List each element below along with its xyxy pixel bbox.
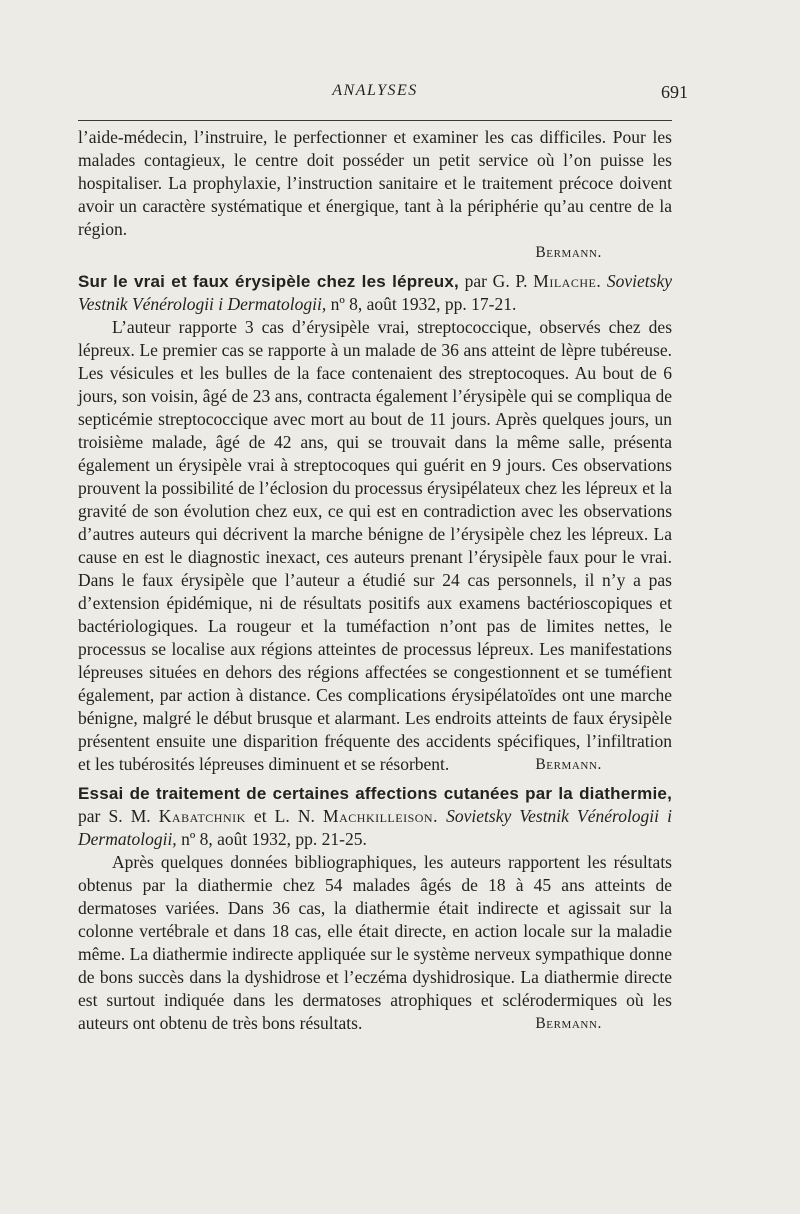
article-body bbox=[78, 851, 672, 1035]
signature: Bermann. bbox=[535, 244, 602, 261]
article-2 bbox=[78, 782, 672, 1035]
reference-connector: et L. N. bbox=[253, 806, 315, 826]
article-1 bbox=[78, 270, 672, 776]
header-rule bbox=[78, 120, 672, 121]
continued-text: l’aide-médecin, l’instruire, le perfectionner et examiner les cas difficiles. Pour les malades contagieux, le centre doit posséder un petit service où l’on puisse les hospitaliser. La prophylaxie, l’instruction sanitaire et le traitement précoce doivent avoir un caractère systématique et énergique, tant à la périphérie qu’au centre de la région. bbox=[78, 127, 672, 239]
signature: Bermann. bbox=[535, 756, 602, 773]
signature: Bermann. bbox=[535, 1015, 602, 1032]
reference-author: Kabatchnik bbox=[158, 806, 246, 826]
article-reference bbox=[78, 782, 672, 851]
article-title: Sur le vrai et faux érysipèle chez les lépreux, bbox=[78, 272, 459, 291]
page-number: 691 bbox=[661, 82, 688, 102]
running-head bbox=[78, 82, 688, 110]
continued-paragraph bbox=[78, 126, 672, 241]
reference-author-2: Machkilleison. bbox=[323, 806, 438, 826]
reference-by: par S. M. bbox=[78, 806, 151, 826]
article-body-text: Après quelques données bibliographiques, les auteurs rapportent les résultats obtenus par la diathermie chez 54 malades âgés de 18 à 45 ans atteints de dermatoses variées. Dans 36 cas, la diathermie était indirecte et agissait sur la colonne vertébrale et dans 18 cas, elle était directe, en action locale sur la maladie même. La diathermie indirecte appliquée sur le système nerveux sympathique donne de bons succès dans la dyshidrose et l’eczéma dyshidrosique. La diathermie directe est surtout indiquée dans les dermatoses atrophiques et sclérodermiques où les auteurs ont obtenu de très bons résultats. bbox=[78, 852, 672, 1033]
reference-details: nº 8, août 1932, pp. 17-21. bbox=[330, 294, 517, 314]
article-body-text: L’auteur rapporte 3 cas d’érysipèle vrai, streptococcique, observés chez des lépreux. Le premier cas se rapporte à un malade de 36 ans atteint de lèpre tubéreuse. Les vésicules et les bulles de la face contenaient des streptocoques. Au bout de 6 jours, son voisin, âgé de 23 ans, contracta également l’érysipèle qui se compliqua de septicémie streptococcique avec mort au bout de 11 jours. Après quelques jours, un troisième malade, âgé de 42 ans, qui se trouvait dans la même salle, présenta également un érysipèle vrai à streptocoques qui guérit en 9 jours. Ces observations prouvent la possibilité de l’éclosion du processus érysipélateux chez les lépreux et la gravité de son évolution chez eux, ce qui est en contradiction avec les observations d’autres auteurs qui décrivent la marche bénigne de l’érysipèle chez les lépreux. La cause en est le diagnostic inexact, ces auteurs prenant l’érysipèle faux pour le vrai. Dans le faux érysipèle que l’auteur a étudié sur 24 cas personnels, il n’y a pas d’extension épidémique, ni de résultats positifs aux examens bactérioscopiques et bactériologiques. La rougeur et la tuméfaction n’ont pas de limites nettes, le processus se localise aux régions atteintes de processus lépreux. Les manifestations lépreuses situées en dehors des régions affectées se congestionnent et se tuméfient également, par action à distance. Ces complications érysipélatoïdes ont une marche bénigne, malgré le début brusque et alarmant. Les endroits atteints de faux érysipèle présentent ensuite une disparition fréquente des accidents spécifiques, l’infiltration et les tubérosités lépreuses diminuent et se résorbent. bbox=[78, 317, 672, 774]
reference-journal: Sovietsky Vestnik Vénérologii i Dermatologii, bbox=[78, 271, 673, 314]
reference-by: par G. P. bbox=[464, 271, 528, 291]
running-title: ANALYSES bbox=[332, 82, 418, 99]
reference-journal: Sovietsky Vestnik Vénérologii i Dermatologii, bbox=[78, 806, 673, 849]
reference-author: Milache. bbox=[533, 271, 602, 291]
article-title: Essai de traitement de certaines affections cutanées par la diathermie, bbox=[78, 784, 672, 803]
body-text bbox=[78, 126, 672, 1035]
article-reference bbox=[78, 270, 672, 316]
article-body bbox=[78, 316, 672, 776]
reference-details: nº 8, août 1932, pp. 21-25. bbox=[181, 829, 367, 849]
